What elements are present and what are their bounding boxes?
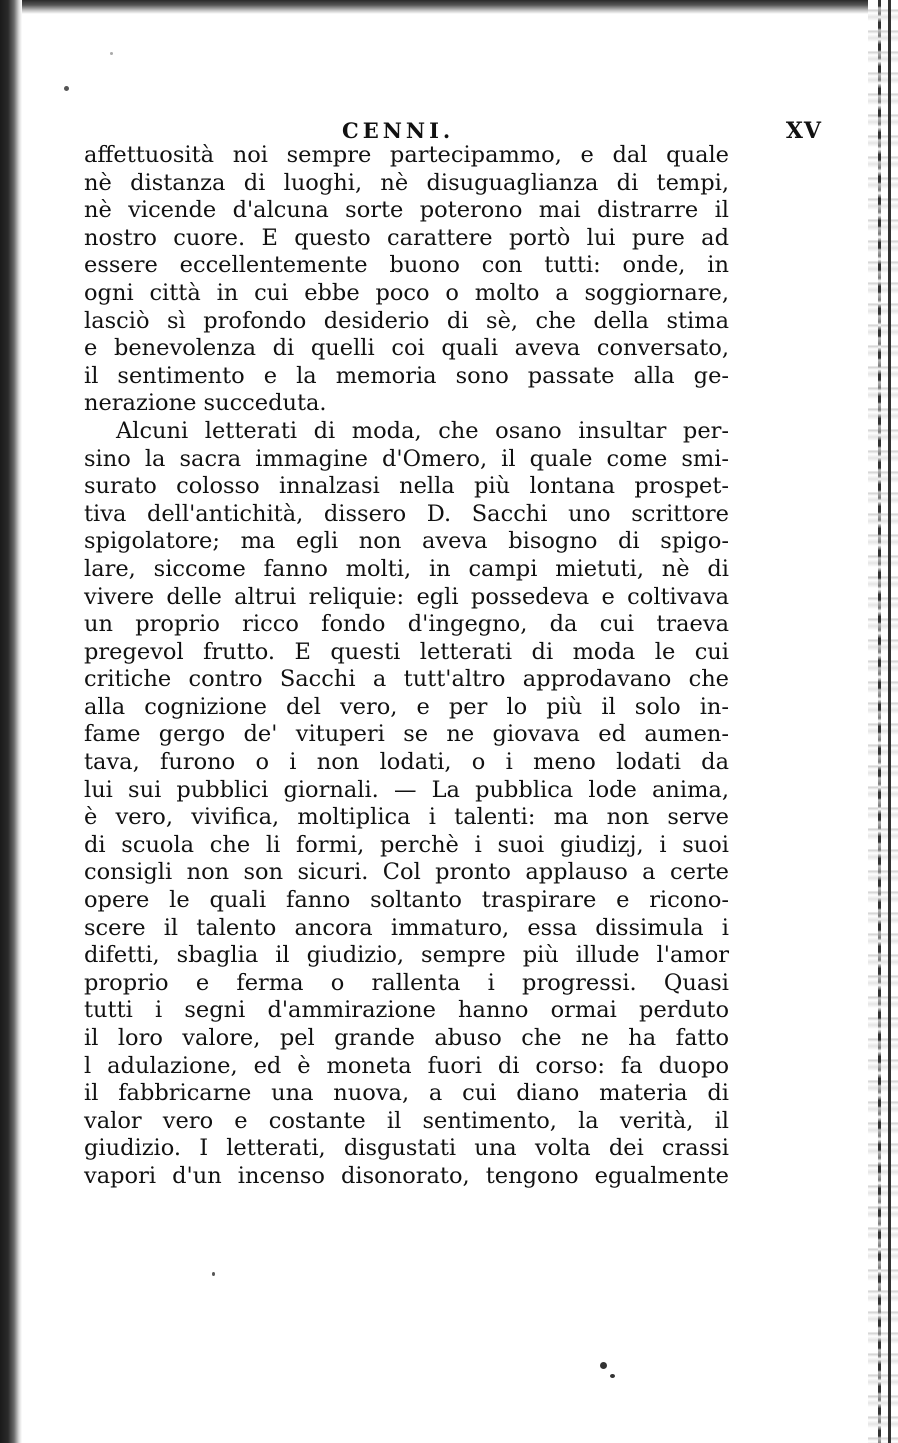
scan-right-edge: [868, 0, 898, 1443]
text-line: scere il talento ancora immaturo, essa dissimula i: [84, 914, 729, 941]
paragraph: [84, 418, 729, 1191]
text-line: un proprio ricco fondo d'ingegno, da cui traeva: [84, 611, 729, 638]
text-line: essere eccellentemente buono con tutti: onde, in: [84, 252, 729, 279]
text-line: surato colosso innalzasi nella più lontana prospet-: [84, 473, 729, 500]
text-line: pregevol frutto. E questi letterati di moda le cui: [84, 638, 729, 665]
text-line: e benevolenza di quelli coi quali aveva conversato,: [84, 335, 729, 362]
scan-speck: [64, 86, 69, 91]
text-line: affettuosità noi sempre partecipammo, e dal quale: [84, 142, 729, 168]
text-line: il loro valore, pel grande abuso che ne ha fatto: [84, 1025, 729, 1051]
text-line: di scuola che li formi, perchè i suoi giudizj, i suoi: [84, 831, 729, 858]
text-line: consigli non son sicuri. Col pronto applauso a certe: [84, 859, 729, 886]
text-line: fame gergo de' vituperi se ne giovava ed aumen-: [84, 721, 729, 748]
text-line: tiva dell'antichità, dissero D. Sacchi uno scrittore: [84, 500, 729, 527]
text-line: vapori d'un incenso disonorato, tengono egualmente: [84, 1162, 729, 1189]
text-line: nè vicende d'alcuna sorte poterono mai distrarre il: [84, 197, 729, 224]
scan-speck: [610, 1374, 615, 1378]
scan-speck: [212, 1272, 215, 1276]
scan-speck: [600, 1362, 607, 1369]
page-number: XV: [785, 118, 822, 144]
text-line: il sentimento e la memoria sono passate alla ge-: [84, 362, 729, 389]
text-line: Alcuni letterati di moda, che osano insultar per-: [116, 417, 729, 444]
text-line: sino la sacra immagine d'Omero, il quale come smi-: [84, 445, 729, 472]
text-line: nerazione succeduta.: [84, 390, 327, 417]
text-line: lui sui pubblici giornali. — La pubblica lode anima,: [84, 776, 729, 803]
text-line: giudizio. I letterati, disgustati una volta dei crassi: [84, 1135, 729, 1162]
text-line: opere le quali fanno soltanto traspirare e ricono-: [84, 887, 729, 914]
text-line: lare, siccome fanno molti, in campi mietuti, nè di: [84, 555, 729, 582]
paragraph: [84, 142, 729, 418]
text-line: spigolatore; ma egli non aveva bisogno di spigo-: [84, 528, 729, 555]
text-line: tava, furono o i non lodati, o i meno lodati da: [84, 749, 729, 776]
text-line: tutti i segni d'ammirazione hanno ormai perduto: [84, 997, 729, 1024]
text-line: difetti, sbaglia il giudizio, sempre più illude l'amor: [84, 942, 729, 969]
text-line: valor vero e costante il sentimento, la verità, il: [84, 1107, 729, 1134]
scan-speck: [110, 52, 113, 55]
text-line: vivere delle altrui reliquie: egli possedeva e coltivava: [84, 583, 729, 610]
text-line: lasciò sì profondo desiderio di sè, che della stima: [84, 307, 729, 334]
text-line: ogni città in cui ebbe poco o molto a soggiornare,: [84, 279, 729, 306]
text-line: nè distanza di luoghi, nè disuguaglianza di tempi,: [84, 169, 729, 196]
text-line: proprio e ferma o rallenta i progressi. Quasi: [84, 969, 729, 996]
running-title: CENNI.: [342, 118, 455, 143]
text-line: il fabbricarne una nuova, a cui diano materia di: [84, 1080, 729, 1107]
text-line: nostro cuore. E questo carattere portò lui pure ad: [84, 224, 729, 251]
scan-top-edge: [0, 0, 880, 14]
body-text: [84, 142, 729, 1191]
scan-left-edge: [0, 0, 22, 1443]
text-line: critiche contro Sacchi a tutt'altro approdavano che: [84, 666, 729, 693]
text-line: l adulazione, ed è moneta fuori di corso: fa duopo: [84, 1052, 729, 1079]
text-line: è vero, vivifica, moltiplica i talenti: ma non serve: [84, 804, 729, 831]
text-line: alla cognizione del vero, e per lo più il solo in-: [84, 693, 729, 720]
